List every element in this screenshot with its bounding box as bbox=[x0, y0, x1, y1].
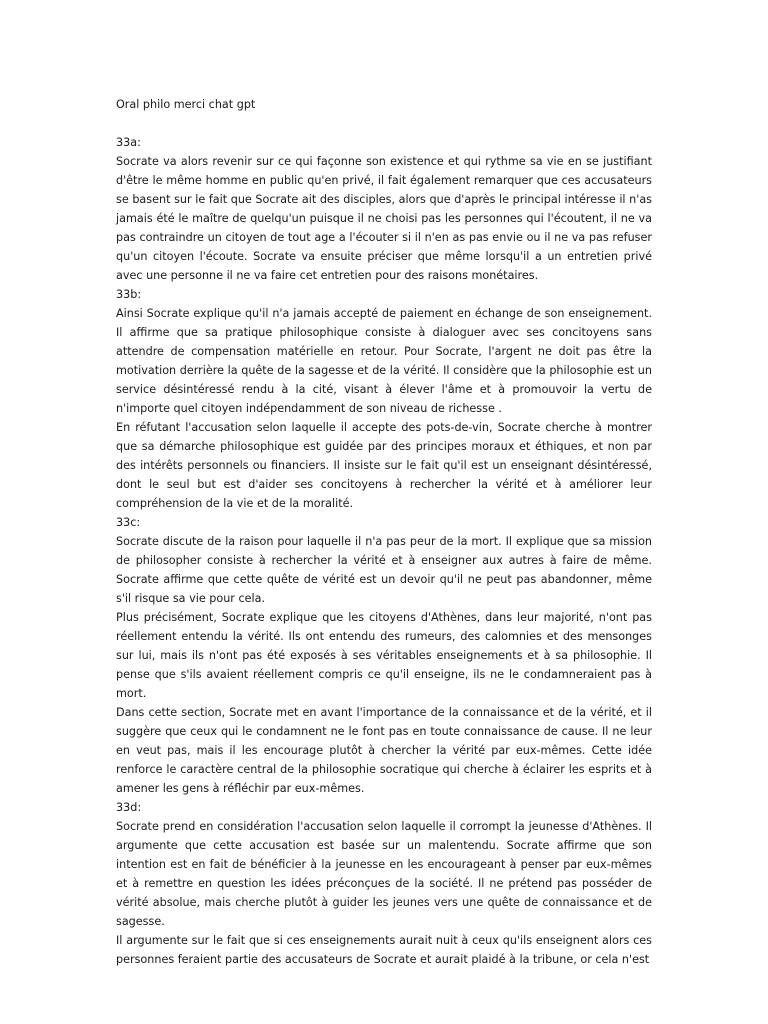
paragraph: Dans cette section, Socrate met en avant l'importance de la connaissance et de la vérité, et il suggère que ceux qui le condamnent ne le font pas en toute connaissance de cause. Il ne leur en veut pas, mais il les encourage plutôt à chercher la vérité par eux-mêmes. Cette idée renforce le caractère central de la philosophie socratique qui cherche à éclairer les esprits et à amener les gens à réfléchir par eux-mêmes. bbox=[116, 706, 652, 795]
section-label: 33a: bbox=[116, 136, 141, 149]
paragraph: Ainsi Socrate explique qu'il n'a jamais accepté de paiement en échange de son enseignement. Il affirme que sa pratique philosophique consiste à dialoguer avec ses concitoyens sans attendre de compensation matérielle en retour. Pour Socrate, l'argent ne doit pas être la motivation derrière la quête de la sagesse et de la vérité. Il considère que la philosophie est un service désintéressé rendu à la cité, visant à élever l'âme et à promouvoir la vertu de n'importe quel citoyen indépendamment de son niveau de richesse . bbox=[116, 307, 652, 415]
paragraph: Il argumente sur le fait que si ces enseignements aurait nuit à ceux qu'ils enseignent alors ces personnes feraient partie des accusateurs de Socrate et aurait plaidé à la tribune, or cela n'est bbox=[116, 934, 652, 966]
section-label: 33b: bbox=[116, 288, 142, 301]
section-label: 33c: bbox=[116, 516, 141, 529]
section-33c bbox=[116, 513, 652, 798]
document-page bbox=[116, 95, 652, 969]
document-title: Oral philo merci chat gpt bbox=[116, 98, 256, 111]
section-label: 33d: bbox=[116, 801, 142, 814]
paragraph: Socrate va alors revenir sur ce qui façonne son existence et qui rythme sa vie en se justifiant d'être le même homme en public qu'en privé, il fait également remarquer que ces accusateurs se basent sur le fait que Socrate ait des disciples, alors que d'après le principal intéresse il n'as jamais été le maître de quelqu'un puisque il ne choisi pas les personnes qui l'écoutent, il ne va pas contraindre un citoyen de tout age a l'écouter si il n'en as pas envie ou il ne va pas refuser qu'un citoyen l'écoute. Socrate va ensuite préciser que même lorsqu'il a un entretien privé avec une personne il ne va faire cet entretien pour des raisons monétaires. bbox=[116, 155, 652, 282]
paragraph: En réfutant l'accusation selon laquelle il accepte des pots-de-vin, Socrate cherche à montrer que sa démarche philosophique est guidée par des principes moraux et éthiques, et non par des intérêts personnels ou financiers. Il insiste sur le fait qu'il est un enseignant désintéressé, dont le seul but est d'aider ses concitoyens à rechercher la vérité et à améliorer leur compréhension de la vie et de la moralité. bbox=[116, 421, 652, 510]
paragraph: Socrate discute de la raison pour laquelle il n'a pas peur de la mort. Il explique que sa mission de philosopher consiste à rechercher la vérité et à enseigner aux autres à faire de même. Socrate affirme que cette quête de vérité est un devoir qu'il ne peut pas abandonner, même s'il risque sa vie pour cela. bbox=[116, 535, 652, 605]
section-33a bbox=[116, 133, 652, 285]
paragraph: Plus précisément, Socrate explique que les citoyens d'Athènes, dans leur majorité, n'ont pas réellement entendu la vérité. Ils ont entendu des rumeurs, des calomnies et des mensonges sur lui, mais ils n'ont pas été exposés à ses véritables enseignements et à sa philosophie. Il pense que s'ils avaient réellement compris ce qu'il enseigne, ils ne le condamneraient pas à mort. bbox=[116, 611, 652, 700]
section-33d bbox=[116, 798, 652, 969]
paragraph: Socrate prend en considération l'accusation selon laquelle il corrompt la jeunesse d'Athènes. Il argumente que cette accusation est basée sur un malentendu. Socrate affirme que son intention est en fait de bénéficier à la jeunesse en les encourageant à penser par eux-mêmes et à remettre en question les idées préconçues de la société. Il ne prétend pas posséder de vérité absolue, mais cherche plutôt à guider les jeunes vers une quête de connaissance et de sagesse. bbox=[116, 820, 652, 928]
section-33b bbox=[116, 285, 652, 513]
